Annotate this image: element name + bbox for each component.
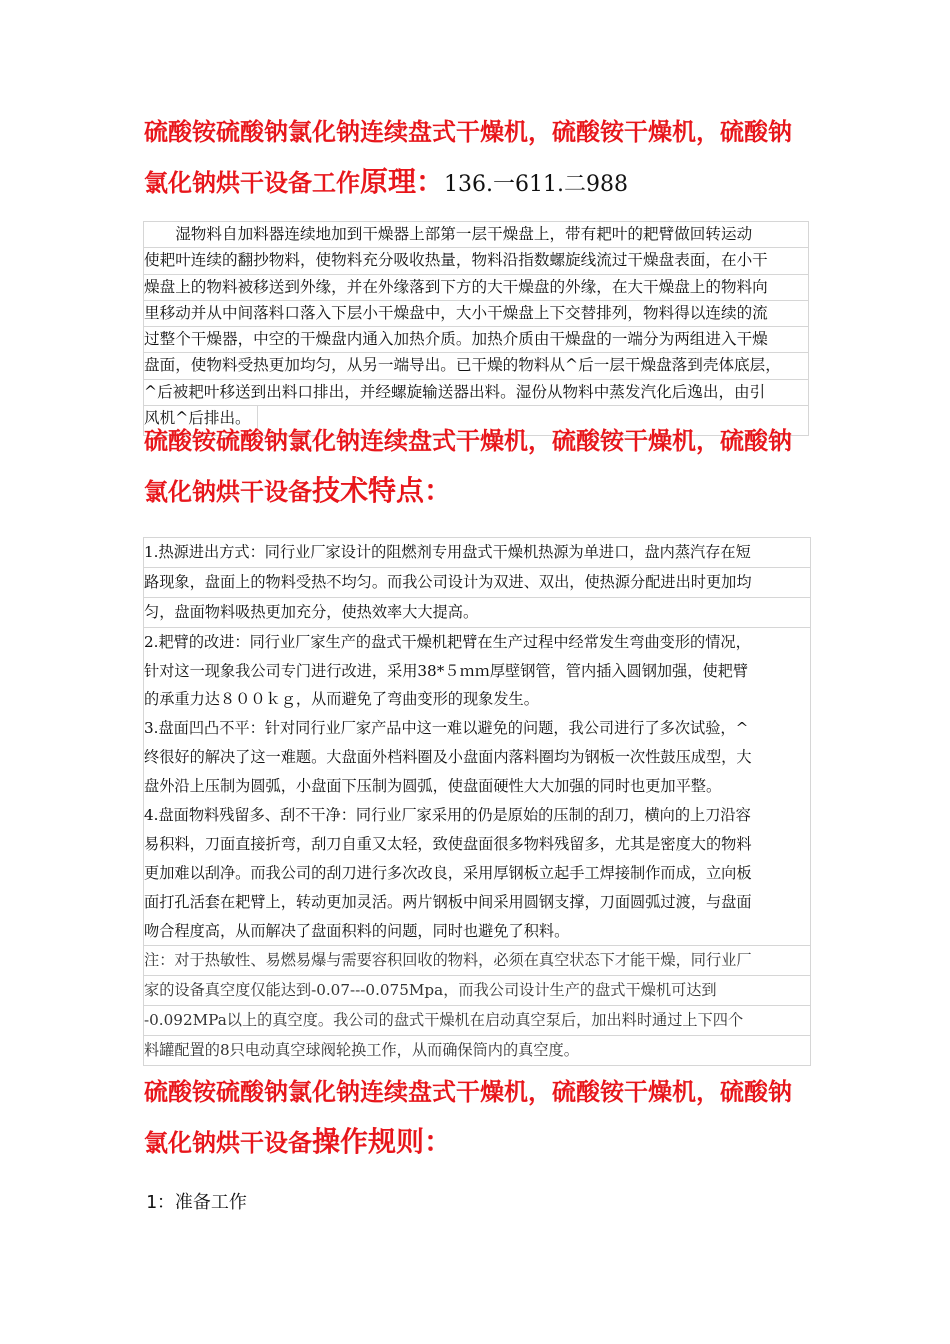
text-line: 匀，盘面物料吸热更加充分，使热效率大大提高。 bbox=[144, 598, 810, 628]
heading-line-1: 硫酸铵硫酸钠氯化钠连续盘式干燥机，硫酸铵干燥机，硫酸钠 bbox=[144, 118, 792, 146]
text-line: 燥盘上的物料被移送到外缘，并在外缘落到下方的大干燥盘的外缘，在大干燥盘上的物料向 bbox=[144, 275, 808, 301]
heading-part: 氯化钠烘干设备工作 bbox=[144, 169, 360, 197]
text-line: 3.盘面凹凸不平：针对同行业厂家产品中这一难以避免的问题，我公司进行了多次试验，^ bbox=[144, 719, 749, 738]
heading-emphasis: 原理： bbox=[360, 165, 445, 198]
note-line: 注：对于热敏性、易燃易爆与需要容积回收的物料，必须在真空状态下才能干燥，同行业厂 bbox=[144, 946, 810, 976]
section-heading-features bbox=[144, 427, 814, 506]
section-heading-operation bbox=[144, 1078, 814, 1157]
principle-paragraph bbox=[143, 221, 809, 436]
heading-line-2 bbox=[144, 165, 814, 199]
note-line: 家的设备真空度仅能达到-0.07---0.075Mpa，而我公司设计生产的盘式干燥机可达到 bbox=[144, 976, 810, 1006]
heading-emphasis: 操作规则： bbox=[312, 1125, 453, 1158]
heading-part: 氯化钠烘干设备 bbox=[144, 1129, 312, 1157]
text-line: 的承重力达８００ｋｇ，从而避免了弯曲变形的现象发生。 bbox=[144, 690, 539, 709]
features-list bbox=[143, 537, 811, 1066]
text-line: 过整个干燥器，中空的干燥盘内通入加热介质。加热介质由干燥盘的一端分为两组进入干燥 bbox=[144, 327, 808, 353]
note-line: -0.092MPa以上的真空度。我公司的盘式干燥机在启动真空泵后，加出料时通过上下四个 bbox=[144, 1006, 810, 1036]
heading-line-2 bbox=[144, 474, 814, 507]
text-line: 面打孔活套在耙臂上，转动更加灵活。两片钢板中间采用圆钢支撑，刀面圆弧过渡，与盘面 bbox=[144, 892, 752, 911]
text-line: ^后被耙叶移送到出料口排出，并经螺旋输送器出料。湿份从物料中蒸发汽化后逸出，由引 bbox=[144, 380, 808, 406]
heading-line-1: 硫酸铵硫酸钠氯化钠连续盘式干燥机，硫酸铵干燥机，硫酸钠 bbox=[144, 427, 792, 455]
text-line: 4.盘面物料残留多、刮不干净：同行业厂家采用的仍是原始的压制的刮刀，横向的上刀沿容 bbox=[144, 806, 751, 825]
text-line: 2.耙臂的改进：同行业厂家生产的盘式干燥机耙臂在生产过程中经常发生弯曲变形的情况， bbox=[144, 632, 751, 651]
text-line: 湿物料自加料器连续地加到干燥器上部第一层干燥盘上，带有耙叶的耙臂做回转运动 bbox=[144, 222, 808, 248]
text-line: 路现象，盘面上的物料受热不均匀。而我公司设计为双进、双出，使热源分配进出时更加均 bbox=[144, 568, 810, 598]
phone-number: 136.一611.二988 bbox=[444, 172, 628, 197]
text-line: 盘外沿上压制为圆弧，小盘面下压制为圆弧，使盘面硬性大大加强的同时也更加平整。 bbox=[144, 777, 722, 796]
step-1-heading: 1：准备工作 bbox=[146, 1192, 247, 1213]
text-line: 针对这一现象我公司专门进行改进，采用38*５ｍｍ厚壁钢管，管内插入圆钢加强，使耙臂 bbox=[144, 661, 749, 680]
heading-part: 氯化钠烘干设备 bbox=[144, 478, 312, 506]
text-line: 易积料，刀面直接折弯，刮刀自重又太轻，致使盘面很多物料残留多，尤其是密度大的物料 bbox=[144, 834, 752, 853]
text-line: 使耙叶连续的翻抄物料，使物料充分吸收热量，物料沿指数螺旋线流过干燥盘表面，在小干 bbox=[144, 248, 808, 274]
text-line: 风机^后排出。 bbox=[144, 406, 258, 431]
text-line: 更加难以刮净。而我公司的刮刀进行多次改良，采用厚钢板立起手工焊接制作而成，立向板 bbox=[144, 863, 752, 882]
note-line: 料罐配置的8只电动真空球阀轮换工作，从而确保筒内的真空度。 bbox=[144, 1041, 579, 1060]
heading-line-1: 硫酸铵硫酸钠氯化钠连续盘式干燥机，硫酸铵干燥机，硫酸钠 bbox=[144, 1078, 792, 1106]
section-heading-principle bbox=[144, 118, 814, 199]
text-line: 终很好的解决了这一难题。大盘面外档料圈及小盘面内落料圈均为钢板一次性鼓压成型，大 bbox=[144, 748, 752, 767]
text-line: 盘面，使物料受热更加均匀，从另一端导出。已干燥的物料从^后一层干燥盘落到壳体底层， bbox=[144, 353, 808, 379]
heading-line-2 bbox=[144, 1125, 814, 1158]
text-line: 里移动并从中间落料口落入下层小干燥盘中，大小干燥盘上下交替排列，物料得以连续的流 bbox=[144, 301, 808, 327]
text-line: 1.热源进出方式：同行业厂家设计的阻燃剂专用盘式干燥机热源为单进口，盘内蒸汽存在短 bbox=[144, 538, 810, 568]
heading-emphasis: 技术特点： bbox=[312, 474, 453, 507]
text-line: 吻合程度高，从而解决了盘面积料的问题，同时也避免了积料。 bbox=[144, 917, 810, 947]
